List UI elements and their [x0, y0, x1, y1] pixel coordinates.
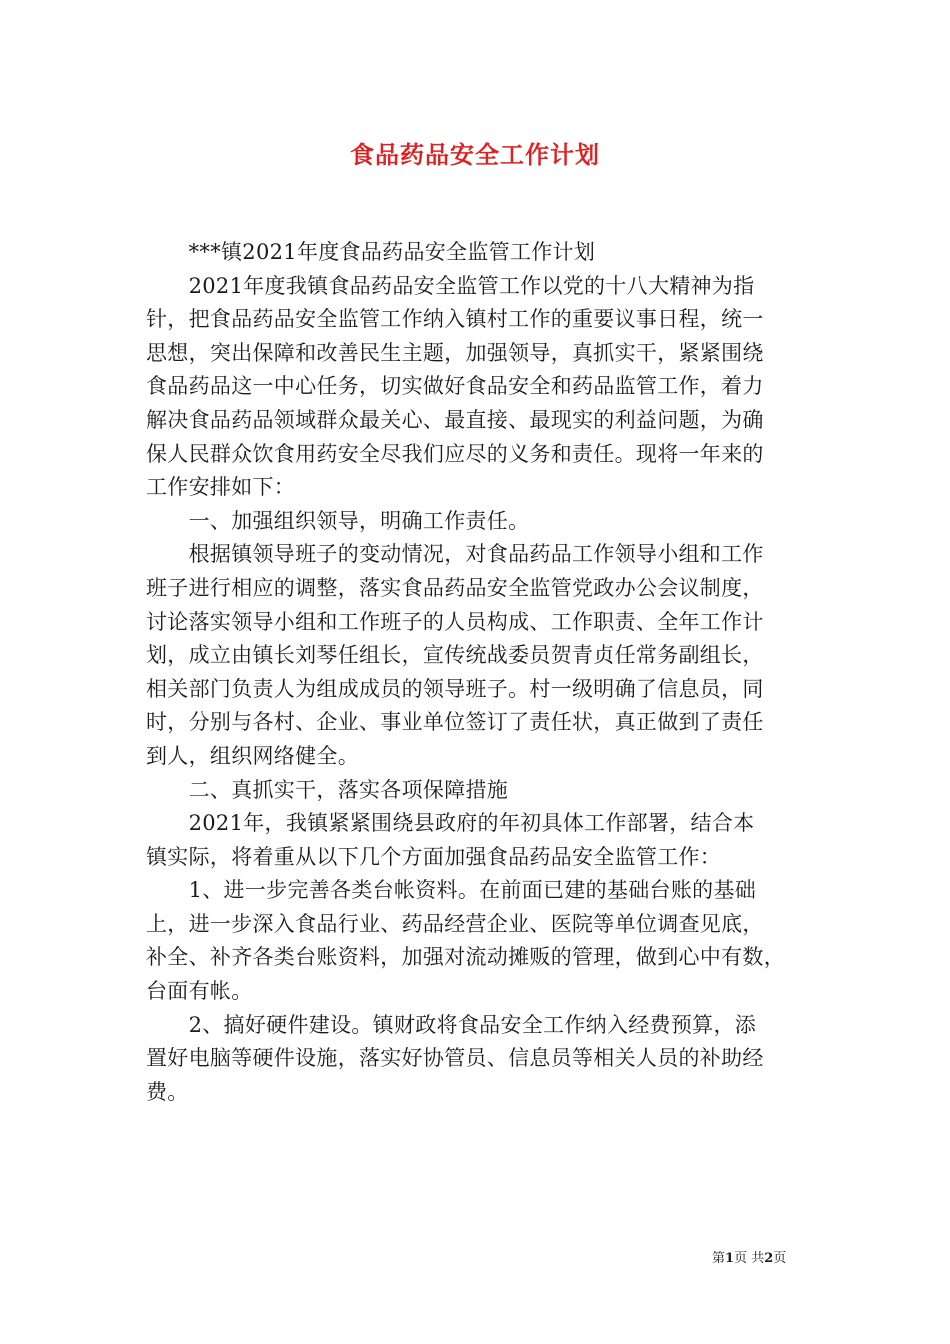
text-line: 班子进行相应的调整，落实食品药品安全监管党政办公会议制度， [146, 575, 764, 600]
text-line: 思想，突出保障和改善民生主题，加强领导，真抓实干，紧紧围绕 [146, 340, 764, 365]
page-middle: 页 共 [734, 1251, 765, 1266]
text-line: 1、进一步完善各类台帐资料。在前面已建的基础台账的基础 [146, 878, 757, 903]
text-line: 根据镇领导班子的变动情况，对食品药品工作领导小组和工作 [146, 542, 764, 567]
text-line: 讨论落实领导小组和工作班子的人员构成、工作职责、全年工作计 [146, 609, 764, 634]
document-title: 食品药品安全工作计划 [350, 140, 600, 169]
text-line: 食品药品这一中心任务，切实做好食品安全和药品监管工作，着力 [146, 374, 764, 399]
text-line: 2、搞好硬件建设。镇财政将食品安全工作纳入经费预算，添 [146, 1012, 757, 1037]
text-line: 台面有帐。 [146, 979, 253, 1004]
text-line: 保人民群众饮食用药安全尽我们应尽的义务和责任。现将一年来的 [146, 441, 764, 466]
text-line: 2021年度我镇食品药品安全监管工作以党的十八大精神为指 [146, 273, 755, 298]
text-line: 补全、补齐各类台账资料，加强对流动摊贩的管理，做到心中有数， [146, 945, 785, 970]
document-body [146, 236, 816, 1109]
text-line: 相关部门负责人为组成成员的领导班子。村一级明确了信息员，同 [146, 676, 764, 701]
page-current: 1 [725, 1251, 735, 1266]
text-line: 上，进一步深入食品行业、药品经营企业、医院等单位调查见底， [146, 911, 764, 936]
text-line: 到人，组织网络健全。 [146, 743, 359, 768]
text-line: 一、加强组织领导，明确工作责任。 [146, 508, 530, 533]
text-line: 镇实际，将着重从以下几个方面加强食品药品安全监管工作： [146, 844, 722, 869]
page-prefix: 第 [712, 1251, 726, 1266]
text-line: 针，把食品药品安全监管工作纳入镇村工作的重要议事日程，统一 [146, 307, 764, 332]
text-line: 2021年，我镇紧紧围绕县政府的年初具体工作部署，结合本 [146, 811, 755, 836]
page-suffix: 页 [773, 1251, 787, 1266]
text-line: 解决食品药品领域群众最关心、最直接、最现实的利益问题，为确 [146, 407, 764, 432]
text-line: 工作安排如下： [146, 475, 296, 500]
page-footer [712, 1247, 786, 1266]
text-line: 费。 [146, 1079, 189, 1104]
text-line: 二、真抓实干，落实各项保障措施 [146, 777, 509, 802]
page-total: 2 [764, 1251, 774, 1266]
text-line: 置好电脑等硬件设施，落实好协管员、信息员等相关人员的补助经 [146, 1046, 764, 1071]
text-line: 划，成立由镇长刘琴任组长，宣传统战委员贺青贞任常务副组长， [146, 643, 764, 668]
text-line: ***镇2021年度食品药品安全监管工作计划 [146, 240, 596, 264]
text-line: 时，分别与各村、企业、事业单位签订了责任状，真正做到了责任 [146, 710, 764, 735]
